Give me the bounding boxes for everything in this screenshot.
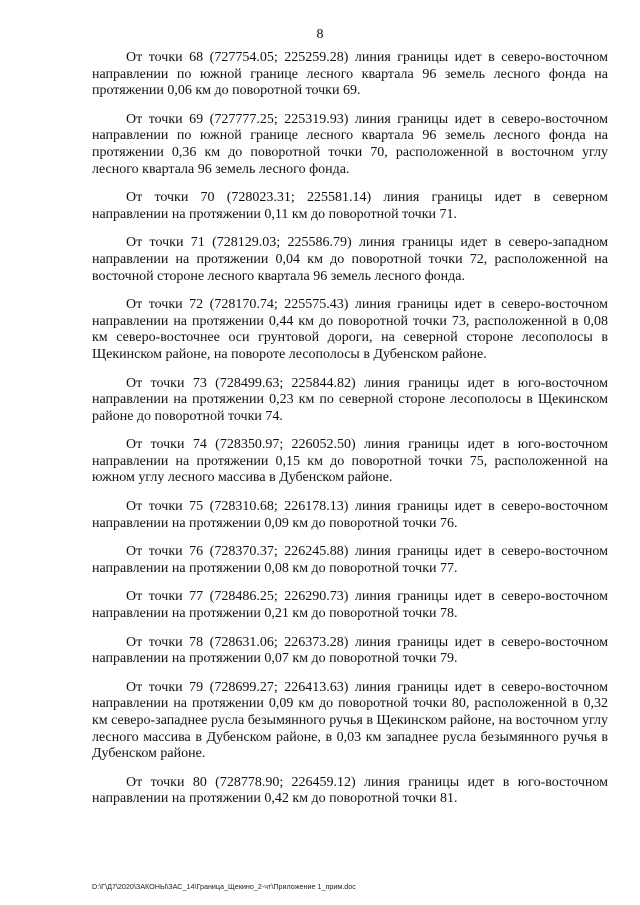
paragraph-point-76: От точки 76 (728370.37; 226245.88) линия границы идет в северо-восточном направлении на протяжении 0,08 км до поворотной точки 77. <box>92 544 608 576</box>
paragraph-point-73: От точки 73 (728499.63; 225844.82) линия границы идет в юго-восточном направлении на протяжении 0,23 км по северной стороне лесополосы в Щекинском районе до поворотной точки 74. <box>92 375 608 424</box>
paragraph-point-75: От точки 75 (728310.68; 226178.13) линия границы идет в северо-восточном направлении на протяжении 0,09 км до поворотной точки 76. <box>92 499 608 531</box>
paragraph-point-69: От точки 69 (727777.25; 225319.93) линия границы идет в северо-восточном направлении по южной границе лесного квартала 96 земель лесного фонда на протяжении 0,36 км до поворотной точки 70, расположенной в восточном углу лесного квартала 96 земель лесного фонда. <box>92 111 608 177</box>
paragraph-point-72: От точки 72 (728170.74; 225575.43) линия границы идет в северо-восточном направлении на протяжении 0,44 км до поворотной точки 73, расположенной в 0,08 км северо-восточнее оси грунтовой дороги, на северной стороне лесополосы в Щекинском районе, на повороте лесополосы в Дубенском районе. <box>92 297 608 362</box>
paragraph-point-79: От точки 79 (728699.27; 226413.63) линия границы идет в северо-восточном направлении на протяжении 0,09 км до поворотной точки 80, расположенной в 0,32 км северо-западнее русла безымянного ручья в Щекинском районе, на восточном углу лесного массива в Дубенском районе, в 0,03 км западнее русла безымянного ручья в Дубенском районе. <box>92 679 608 762</box>
body-text <box>92 50 608 820</box>
paragraph-point-68: От точки 68 (727754.05; 225259.28) линия границы идет в северо-восточном направлении по южной границе лесного квартала 96 земель лесного фонда на протяжении 0,06 км до поворотной точки 69. <box>92 50 608 99</box>
paragraph-point-78: От точки 78 (728631.06; 226373.28) линия границы идет в северо-восточном направлении на протяжении 0,07 км до поворотной точки 79. <box>92 634 608 667</box>
paragraph-point-71: От точки 71 (728129.03; 225586.79) линия границы идет в северо-западном направлении на протяжении 0,04 км до поворотной точки 72, расположенной на восточной стороне лесного квартала 96 земель лесного фонда. <box>92 235 608 284</box>
paragraph-point-80: От точки 80 (728778.90; 226459.12) линия границы идет в юго-восточном направлении на протяжении 0,42 км до поворотной точки 81. <box>92 774 608 807</box>
paragraph-point-70: От точки 70 (728023.31; 225581.14) линия границы идет в северном направлении на протяжении 0,11 км до поворотной точки 71. <box>92 190 608 222</box>
page-number: 8 <box>316 27 324 42</box>
paragraph-point-77: От точки 77 (728486.25; 226290.73) линия границы идет в северо-восточном направлении на протяжении 0,21 км до поворотной точки 78. <box>92 589 608 622</box>
paragraph-point-74: От точки 74 (728350.97; 226052.50) линия границы идет в юго-восточном направлении на протяжении 0,15 км до поворотной точки 75, расположенной на южном углу лесного массива в Дубенском районе. <box>92 437 608 486</box>
footer-file-path: D:\Г\Д7\2020\ЗАКОНЫ\ЗАС_14\Граница_Щекино_2-чт\Приложение 1_прим.doc <box>92 882 356 891</box>
